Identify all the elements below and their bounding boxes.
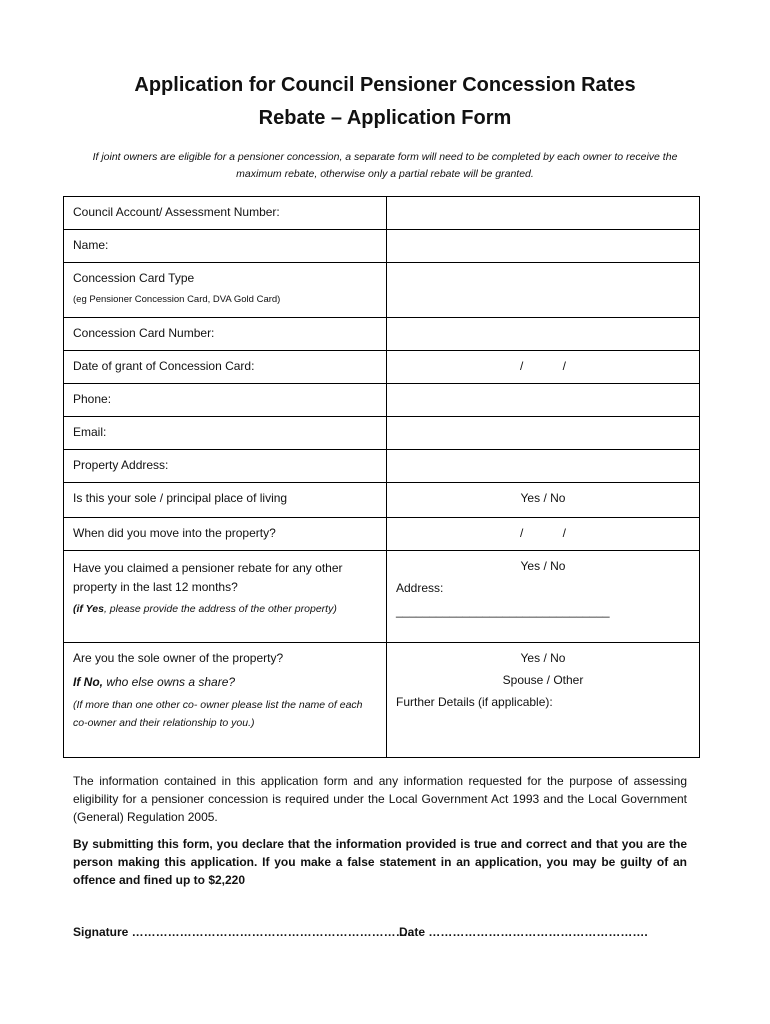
sole-owner-hint: (If more than one other co- owner please list the name of each co-owner and their relationship to you.) xyxy=(73,699,363,729)
claimed-yes-no[interactable]: Yes / No xyxy=(520,559,566,573)
claimed-address-line[interactable]: ________________________________ xyxy=(396,604,610,618)
card-type-label: Concession Card Type xyxy=(73,271,195,285)
claimed-hint-bold: (if Yes xyxy=(73,603,104,615)
joint-owner-note: If joint owners are eligible for a pensioner concession, a separate form will need to be completed by each owner to receive the maximum rebate, otherwise only a partial rebate will be granted. xyxy=(92,151,678,180)
card-number-field[interactable] xyxy=(387,318,700,351)
legislation-paragraph: The information contained in this application form and any information requested for the purpose of assessing eligibility for a pensioner concession is required under the Local Government Act 1993 and the Local Government (General) Regulation 2005. xyxy=(73,774,687,824)
phone-label: Phone: xyxy=(64,384,387,417)
email-label: Email: xyxy=(64,417,387,450)
declaration-paragraph: By submitting this form, you declare that the information provided is true and correct and that you are the person making this application. If you make a false statement in an application, you may be guilty of an offence and fined up to $2,220 xyxy=(73,837,687,887)
sole-owner-further-details: Further Details (if applicable): xyxy=(396,695,553,709)
card-type-hint: (eg Pensioner Concession Card, DVA Gold Card) xyxy=(73,294,281,305)
grant-date-field[interactable]: / / xyxy=(387,351,700,384)
sole-owner-cell xyxy=(64,643,387,758)
title-line-2: Rebate – Application Form xyxy=(258,107,512,129)
address-label: Property Address: xyxy=(64,450,387,483)
account-label: Council Account/ Assessment Number: xyxy=(64,197,387,230)
move-date-field[interactable]: / / xyxy=(387,518,700,551)
phone-field[interactable] xyxy=(387,384,700,417)
grant-date-label: Date of grant of Concession Card: xyxy=(64,351,387,384)
sole-owner-ifno-bold: If No, xyxy=(73,675,103,689)
address-field[interactable] xyxy=(387,450,700,483)
sole-owner-yes-no[interactable]: Yes / No xyxy=(520,651,566,665)
principal-label: Is this your sole / principal place of living xyxy=(64,483,387,518)
sole-owner-ifno xyxy=(73,673,377,691)
date-line[interactable]: Date ………………………………………………. xyxy=(399,925,648,939)
page-title xyxy=(0,69,770,135)
claimed-field[interactable] xyxy=(387,551,700,643)
claimed-hint-rest: , please provide the address of the other property) xyxy=(103,603,337,615)
sole-owner-field[interactable] xyxy=(387,643,700,758)
name-field[interactable] xyxy=(387,230,700,263)
claimed-question: Have you claimed a pensioner rebate for any other property in the last 12 months? xyxy=(73,561,343,594)
email-field[interactable] xyxy=(387,417,700,450)
sole-owner-spouse-other[interactable]: Spouse / Other xyxy=(502,673,584,687)
card-number-label: Concession Card Number: xyxy=(64,318,387,351)
sole-owner-ifno-rest: who else owns a share? xyxy=(103,675,236,689)
claimed-address-label: Address: xyxy=(396,581,444,595)
card-type-cell xyxy=(64,263,387,318)
application-form-table xyxy=(63,196,700,758)
claimed-hint xyxy=(73,600,377,618)
sole-owner-question: Are you the sole owner of the property? xyxy=(73,651,284,665)
signature-line[interactable]: Signature …………………………………………………………….. xyxy=(73,925,415,939)
claimed-cell xyxy=(64,551,387,643)
move-date-label: When did you move into the property? xyxy=(64,518,387,551)
account-field[interactable] xyxy=(387,197,700,230)
name-label: Name: xyxy=(64,230,387,263)
principal-field[interactable]: Yes / No xyxy=(387,483,700,518)
card-type-field[interactable] xyxy=(387,263,700,318)
title-line-1: Application for Council Pensioner Concession Rates xyxy=(134,74,636,96)
